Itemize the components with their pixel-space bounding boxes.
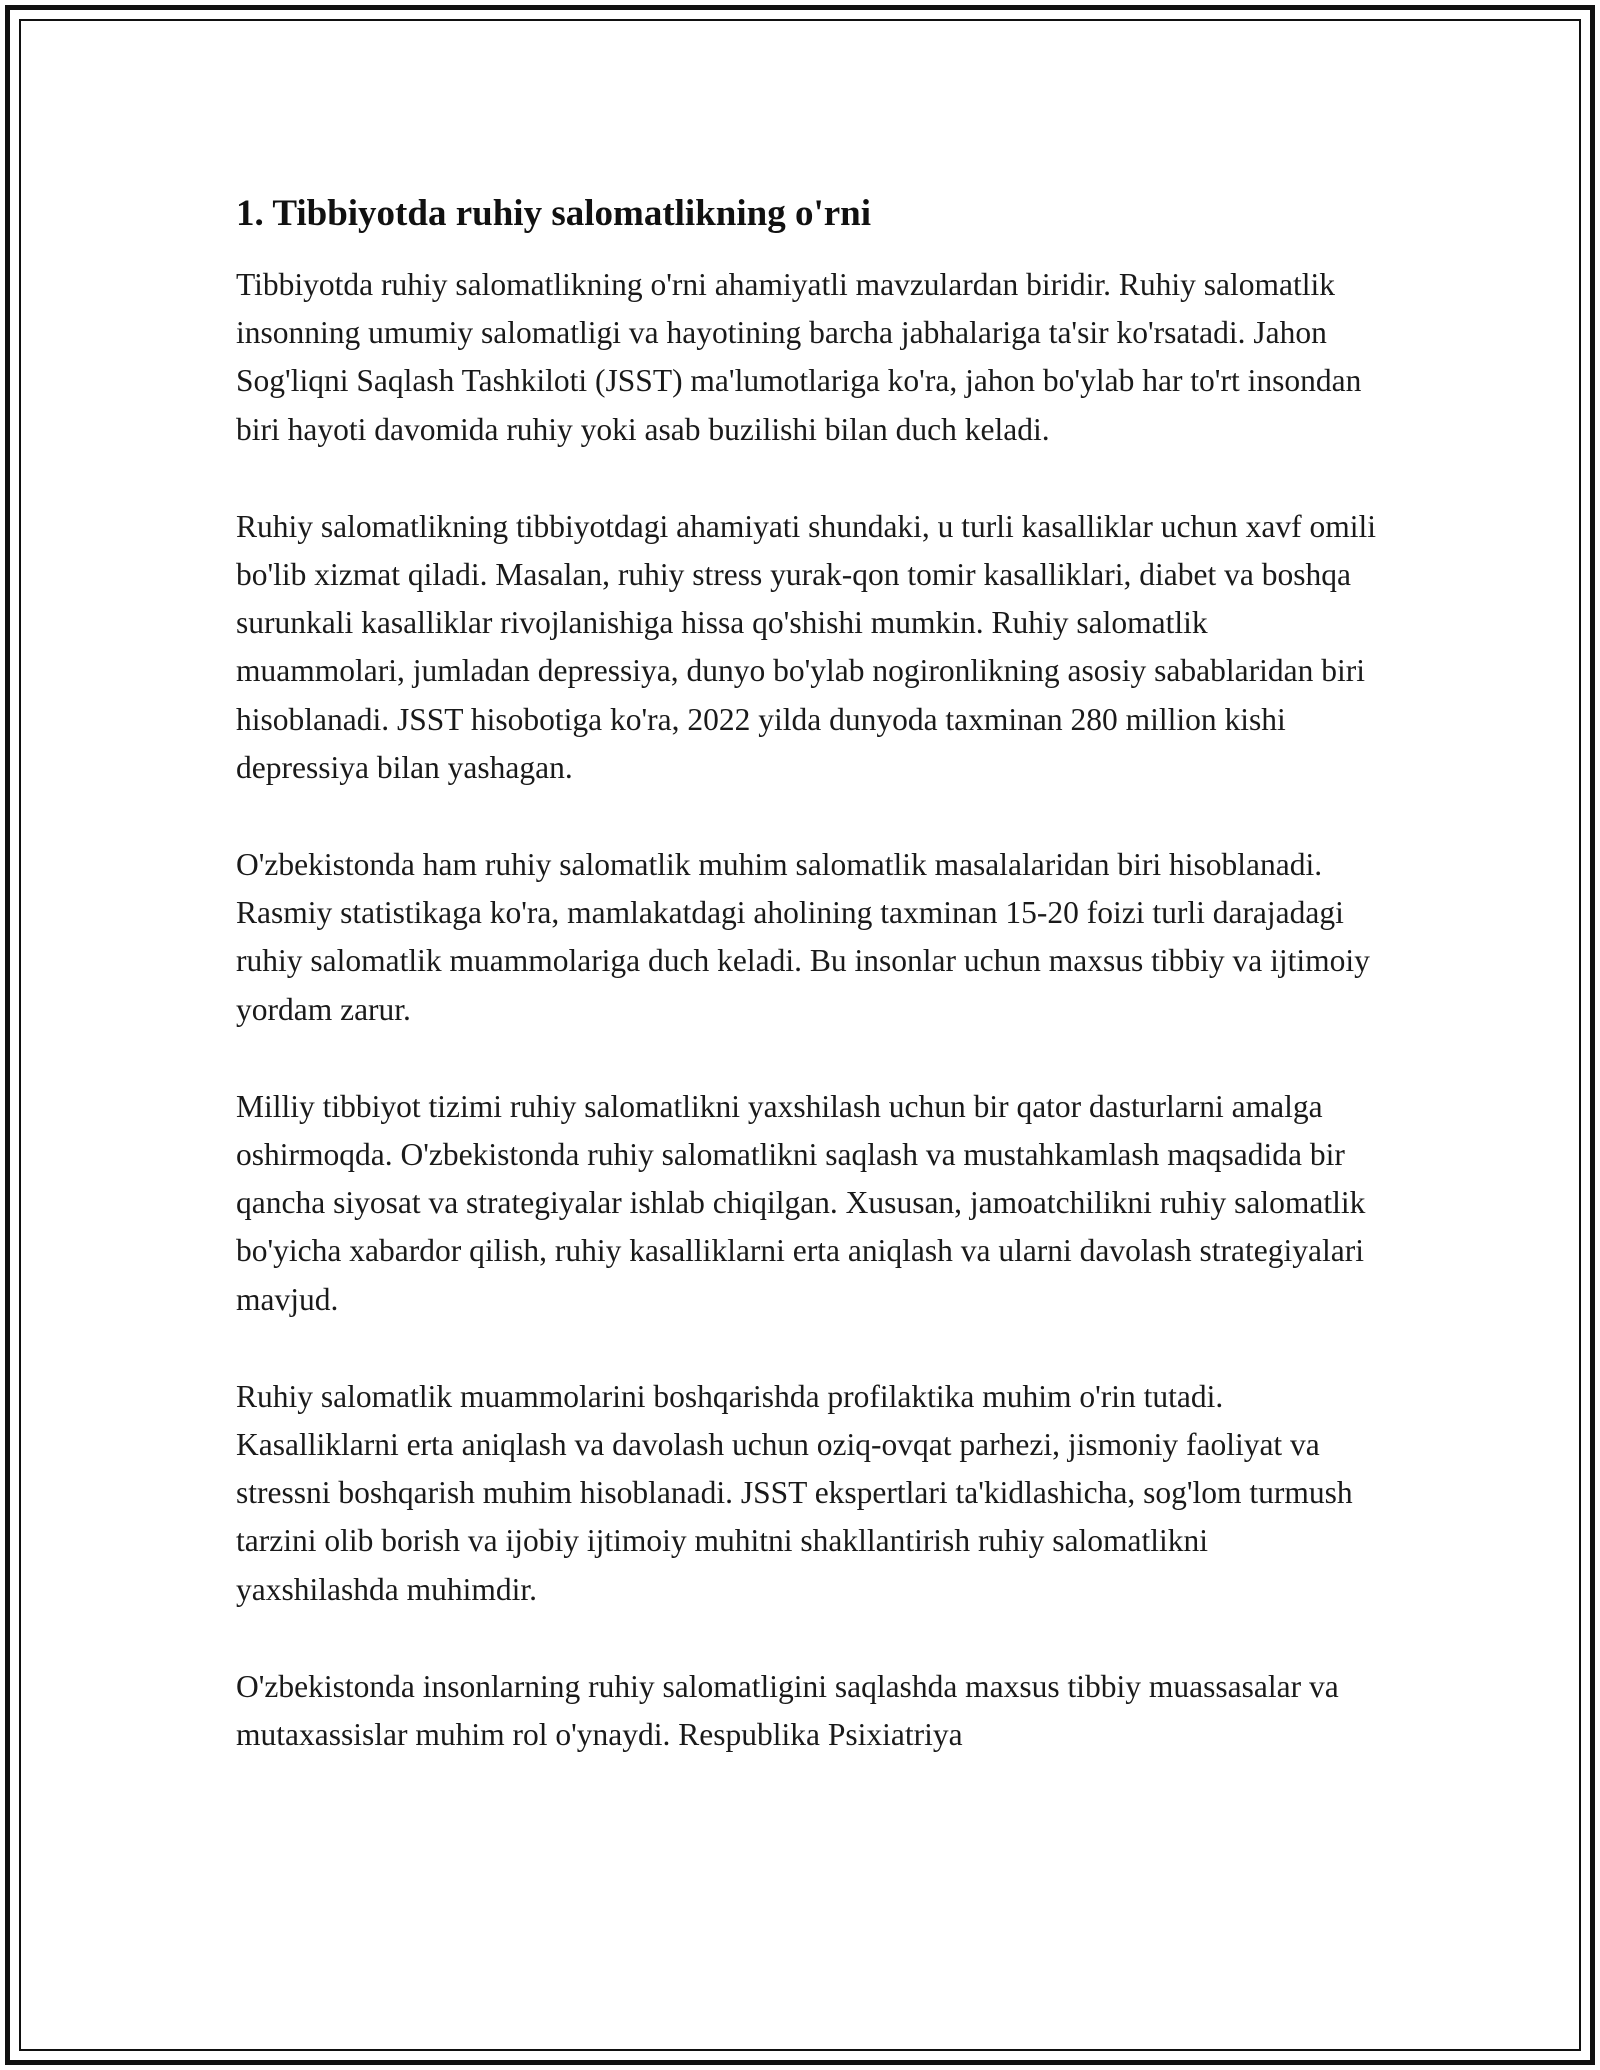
paragraph-intro: Tibbiyotda ruhiy salomatlikning o'rni ahamiyatli mavzulardan biridir. Ruhiy salomatlik insonning umumiy salomatligi va hayotining barcha jabhalariga ta'sir ko'rsatadi. Jahon Sog'liqni Saqlash Tashkiloti (JSST) ma'lumotlariga ko'ra, jahon bo'ylab har to'rt insondan biri hayoti davomida ruhiy yoki asab buzilishi bilan duch keladi. xyxy=(236,267,1362,447)
paragraph-uzbekistan-statistics: O'zbekistonda ham ruhiy salomatlik muhim salomatlik masalalaridan biri hisoblanadi. Rasmiy statistikaga ko'ra, mamlakatdagi aholining taxminan 15-20 foizi turli darajadagi ruhiy salomatlik muammolariga duch keladi. Bu insonlar uchun maxsus tibbiy va ijtimoiy yordam zarur. xyxy=(236,847,1370,1027)
paragraph-institutions: O'zbekistonda insonlarning ruhiy salomatligini saqlashda maxsus tibbiy muassasalar va mutaxassislar muhim rol o'ynaydi. Respublika Psixiatriya xyxy=(236,1668,1339,1753)
paragraph-medical-importance: Ruhiy salomatlikning tibbiyotdagi ahamiyati shundaki, u turli kasalliklar uchun xavf omili bo'lib xizmat qiladi. Masalan, ruhiy stress yurak-qon tomir kasalliklari, diabet va boshqa surunkali kasalliklar rivojlanishiga hissa qo'shishi mumkin. Ruhiy salomatlik muammolari, jumladan depressiya, dunyo bo'ylab nogironlikning asosiy sabablaridan biri hisoblanadi. JSST hisobotiga ko'ra, 2022 yilda dunyoda taxminan 280 million kishi depressiya bilan yashagan. xyxy=(236,508,1376,785)
paragraph-national-programs: Milliy tibbiyot tizimi ruhiy salomatlikni yaxshilash uchun bir qator dasturlarni amalga oshirmoqda. O'zbekistonda ruhiy salomatlikni saqlash va mustahkamlash maqsadida bir qancha siyosat va strategiyalar ishlab chiqilgan. Xususan, jamoatchilikni ruhiy salomatlik bo'yicha xabardor qilish, ruhiy kasalliklarni erta aniqlash va ularni davolash strategiyalari mavjud. xyxy=(236,1088,1366,1317)
paragraph-prevention: Ruhiy salomatlik muammolarini boshqarishda profilaktika muhim o'rin tutadi. Kasalliklarni erta aniqlash va davolash uchun oziq-ovqat parhezi, jismoniy faoliyat va stressni boshqarish muhim hisoblanadi. JSST ekspertlari ta'kidlashicha, sog'lom turmush tarzini olib borish va ijobiy ijtimoiy muhitni shakllantirish ruhiy salomatlikni yaxshilashda muhimdir. xyxy=(236,1378,1353,1607)
document-body xyxy=(236,190,1376,1759)
section-heading: 1. Tibbiyotda ruhiy salomatlikning o'rni xyxy=(236,193,872,234)
